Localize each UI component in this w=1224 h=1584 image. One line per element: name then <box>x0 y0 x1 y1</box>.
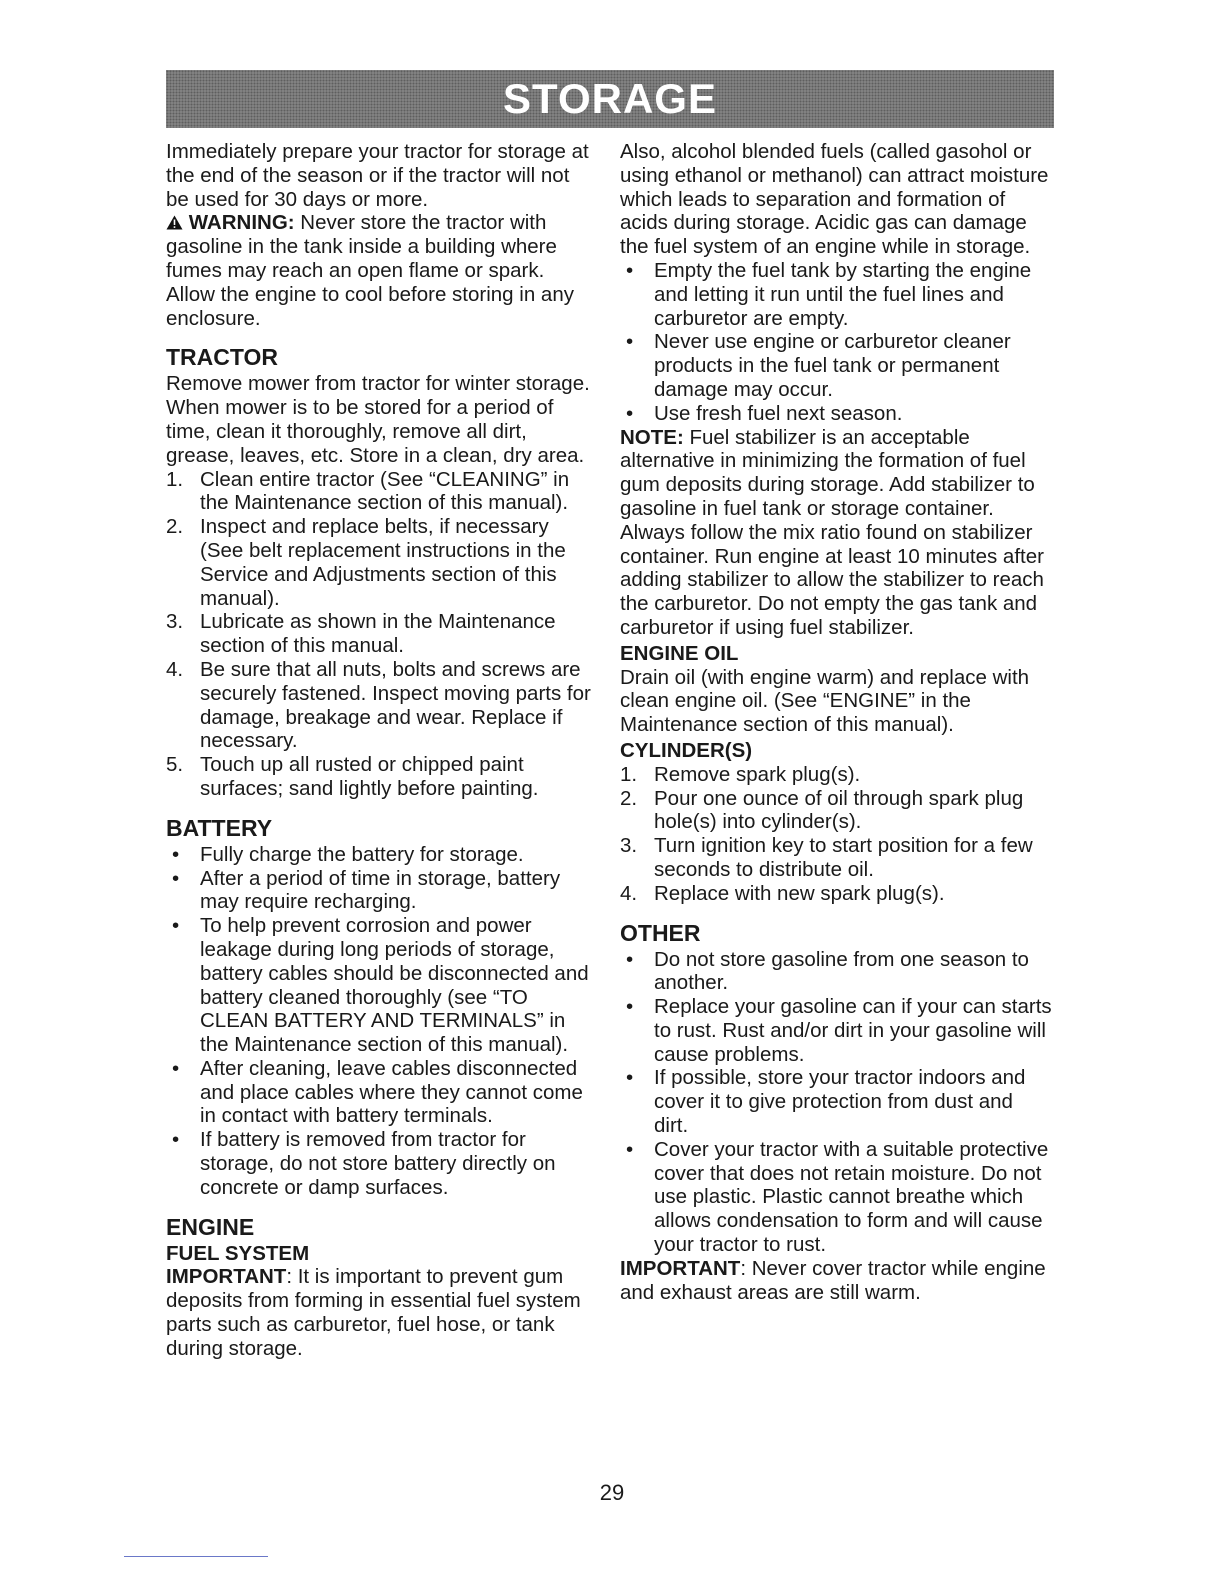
fuel-system-heading: FUEL SYSTEM <box>166 1241 310 1265</box>
important-label: IMPORTANT <box>166 1265 287 1289</box>
list-item: • Use fresh fuel next season. <box>620 402 1052 426</box>
step-number: 5. <box>166 753 184 777</box>
other-heading: OTHER <box>620 919 701 946</box>
list-item <box>166 658 596 753</box>
list-item: • Replace your gasoline can if your can starts to rust. Rust and/or dirt in your gasoline will cause problems. <box>620 995 1052 1066</box>
list-item <box>166 515 596 610</box>
list-item: • Never use engine or carburetor cleaner products in the fuel tank or permanent damage may occur. <box>620 330 1052 401</box>
list-item <box>166 610 596 658</box>
step-text: Turn ignition key to start position for a few seconds to distribute oil. <box>654 834 1033 881</box>
step-number: 4. <box>166 657 184 681</box>
alcohol-fuel-paragraph: Also, alcohol blended fuels (called gasohol or using ethanol or methanol) can attract moisture which leads to separation and formation of acids during storage. Acidic gas can damage the fuel system of an engine while in storage. <box>620 140 1049 259</box>
list-item: • Cover your tractor with a suitable protective cover that does not retain moisture. Do not use plastic. Plastic cannot breathe which allows condensation to form and will cause your tractor to rust. <box>620 1138 1052 1257</box>
note-label: NOTE: <box>620 425 684 449</box>
intro-paragraph: Immediately prepare your tractor for storage at the end of the season or if the tractor will not be used for 30 days or more. <box>166 140 589 211</box>
step-number: 2. <box>166 515 184 539</box>
step-number: 3. <box>166 610 184 634</box>
step-text: Clean entire tractor (See “CLEANING” in the Maintenance section of this manual). <box>200 467 570 515</box>
footer-rule <box>124 1556 268 1557</box>
warning-paragraph <box>166 211 596 330</box>
list-item <box>620 787 1052 835</box>
fuel-important-paragraph <box>166 1265 596 1360</box>
step-text: Inspect and replace belts, if necessary (See belt replacement instructions in the Service and Adjustments section of this manual). <box>200 515 566 610</box>
list-item <box>620 882 1052 906</box>
other-important-paragraph <box>620 1257 1052 1305</box>
step-number: 4. <box>620 881 638 905</box>
cylinders-heading: CYLINDER(S) <box>620 738 753 762</box>
engine-oil-heading: ENGINE OIL <box>620 641 739 665</box>
right-column <box>620 140 1052 1304</box>
warning-label: WARNING: <box>188 211 295 235</box>
note-paragraph <box>620 426 1052 640</box>
battery-list <box>166 843 596 1200</box>
other-list <box>620 948 1052 1257</box>
list-item: • Fully charge the battery for storage. <box>166 843 596 867</box>
step-number: 1. <box>620 762 638 786</box>
tractor-steps <box>166 468 596 801</box>
cylinder-steps <box>620 763 1052 906</box>
list-item: • If battery is removed from tractor for storage, do not store battery directly on concrete or damp surfaces. <box>166 1128 596 1199</box>
step-text: Pour one ounce of oil through spark plug hole(s) into cylinder(s). <box>654 786 1024 834</box>
step-text: Remove spark plug(s). <box>654 762 861 786</box>
engine-oil-paragraph: Drain oil (with engine warm) and replace with clean engine oil. (See “ENGINE” in the Maintenance section of this manual). <box>620 665 1030 737</box>
list-item <box>620 834 1052 882</box>
page-title: STORAGE <box>503 75 717 122</box>
section-banner <box>166 70 1054 128</box>
important-label: IMPORTANT <box>620 1256 741 1280</box>
list-item: • Empty the fuel tank by starting the engine and letting it run until the fuel lines and carburetor are empty. <box>620 259 1052 330</box>
important-text: : It is important to prevent gum deposits from forming in essential fuel system parts such as carburetor, fuel hose, or tank during storage. <box>166 1265 581 1360</box>
list-item <box>166 468 596 516</box>
tractor-heading: TRACTOR <box>166 344 279 371</box>
list-item: • If possible, store your tractor indoors and cover it to give protection from dust and dirt. <box>620 1066 1052 1137</box>
step-number: 2. <box>620 786 638 810</box>
list-item <box>620 763 1052 787</box>
important-text: : Never cover tractor while engine and exhaust areas are still warm. <box>620 1256 1046 1304</box>
step-number: 3. <box>620 834 638 858</box>
left-column <box>166 140 596 1361</box>
battery-heading: BATTERY <box>166 814 273 841</box>
note-text: Fuel stabilizer is an acceptable alternative in minimizing the formation of fuel gum deposits during storage. Add stabilizer to gasoline in fuel tank or storage container. Always follow the mix ratio found on stabilizer container. Run engine at least 10 minutes after adding stabilizer to allow the stabilizer to reach the carburetor. Do not empty the gas tank and carburetor if using fuel stabilizer. <box>620 425 1044 639</box>
step-text: Be sure that all nuts, bolts and screws are securely fastened. Inspect moving parts for damage, breakage and wear. Replace if necessary. <box>200 657 591 753</box>
list-item: • After cleaning, leave cables disconnected and place cables where they cannot come in contact with battery terminals. <box>166 1057 596 1128</box>
engine-heading: ENGINE <box>166 1213 255 1240</box>
tractor-paragraph: Remove mower from tractor for winter storage. When mower is to be stored for a period of time, clean it thoroughly, remove all dirt, grease, leaves, etc. Store in a clean, dry area. <box>166 372 590 467</box>
list-item: • To help prevent corrosion and power leakage during long periods of storage, battery cables should be disconnected and battery cleaned thoroughly (see “TO CLEAN BATTERY AND TERMINALS” in the Maintenance section of this manual). <box>166 914 596 1057</box>
warning-triangle-icon <box>166 211 189 234</box>
step-text: Touch up all rusted or chipped paint surfaces; sand lightly before painting. <box>200 753 539 800</box>
fuel-list <box>620 259 1052 426</box>
list-item: • Do not store gasoline from one season to another. <box>620 948 1052 996</box>
warning-text: Never store the tractor with gasoline in the tank inside a building where fumes may reach an open flame or spark. Allow the engine to cool before storing in any enclosure. <box>166 211 574 330</box>
list-item <box>166 753 596 801</box>
list-item: • After a period of time in storage, battery may require recharging. <box>166 867 596 915</box>
page-number: 29 <box>599 1480 625 1505</box>
step-number: 1. <box>166 467 184 491</box>
step-text: Lubricate as shown in the Maintenance section of this manual. <box>200 610 556 658</box>
step-text: Replace with new spark plug(s). <box>654 881 945 905</box>
